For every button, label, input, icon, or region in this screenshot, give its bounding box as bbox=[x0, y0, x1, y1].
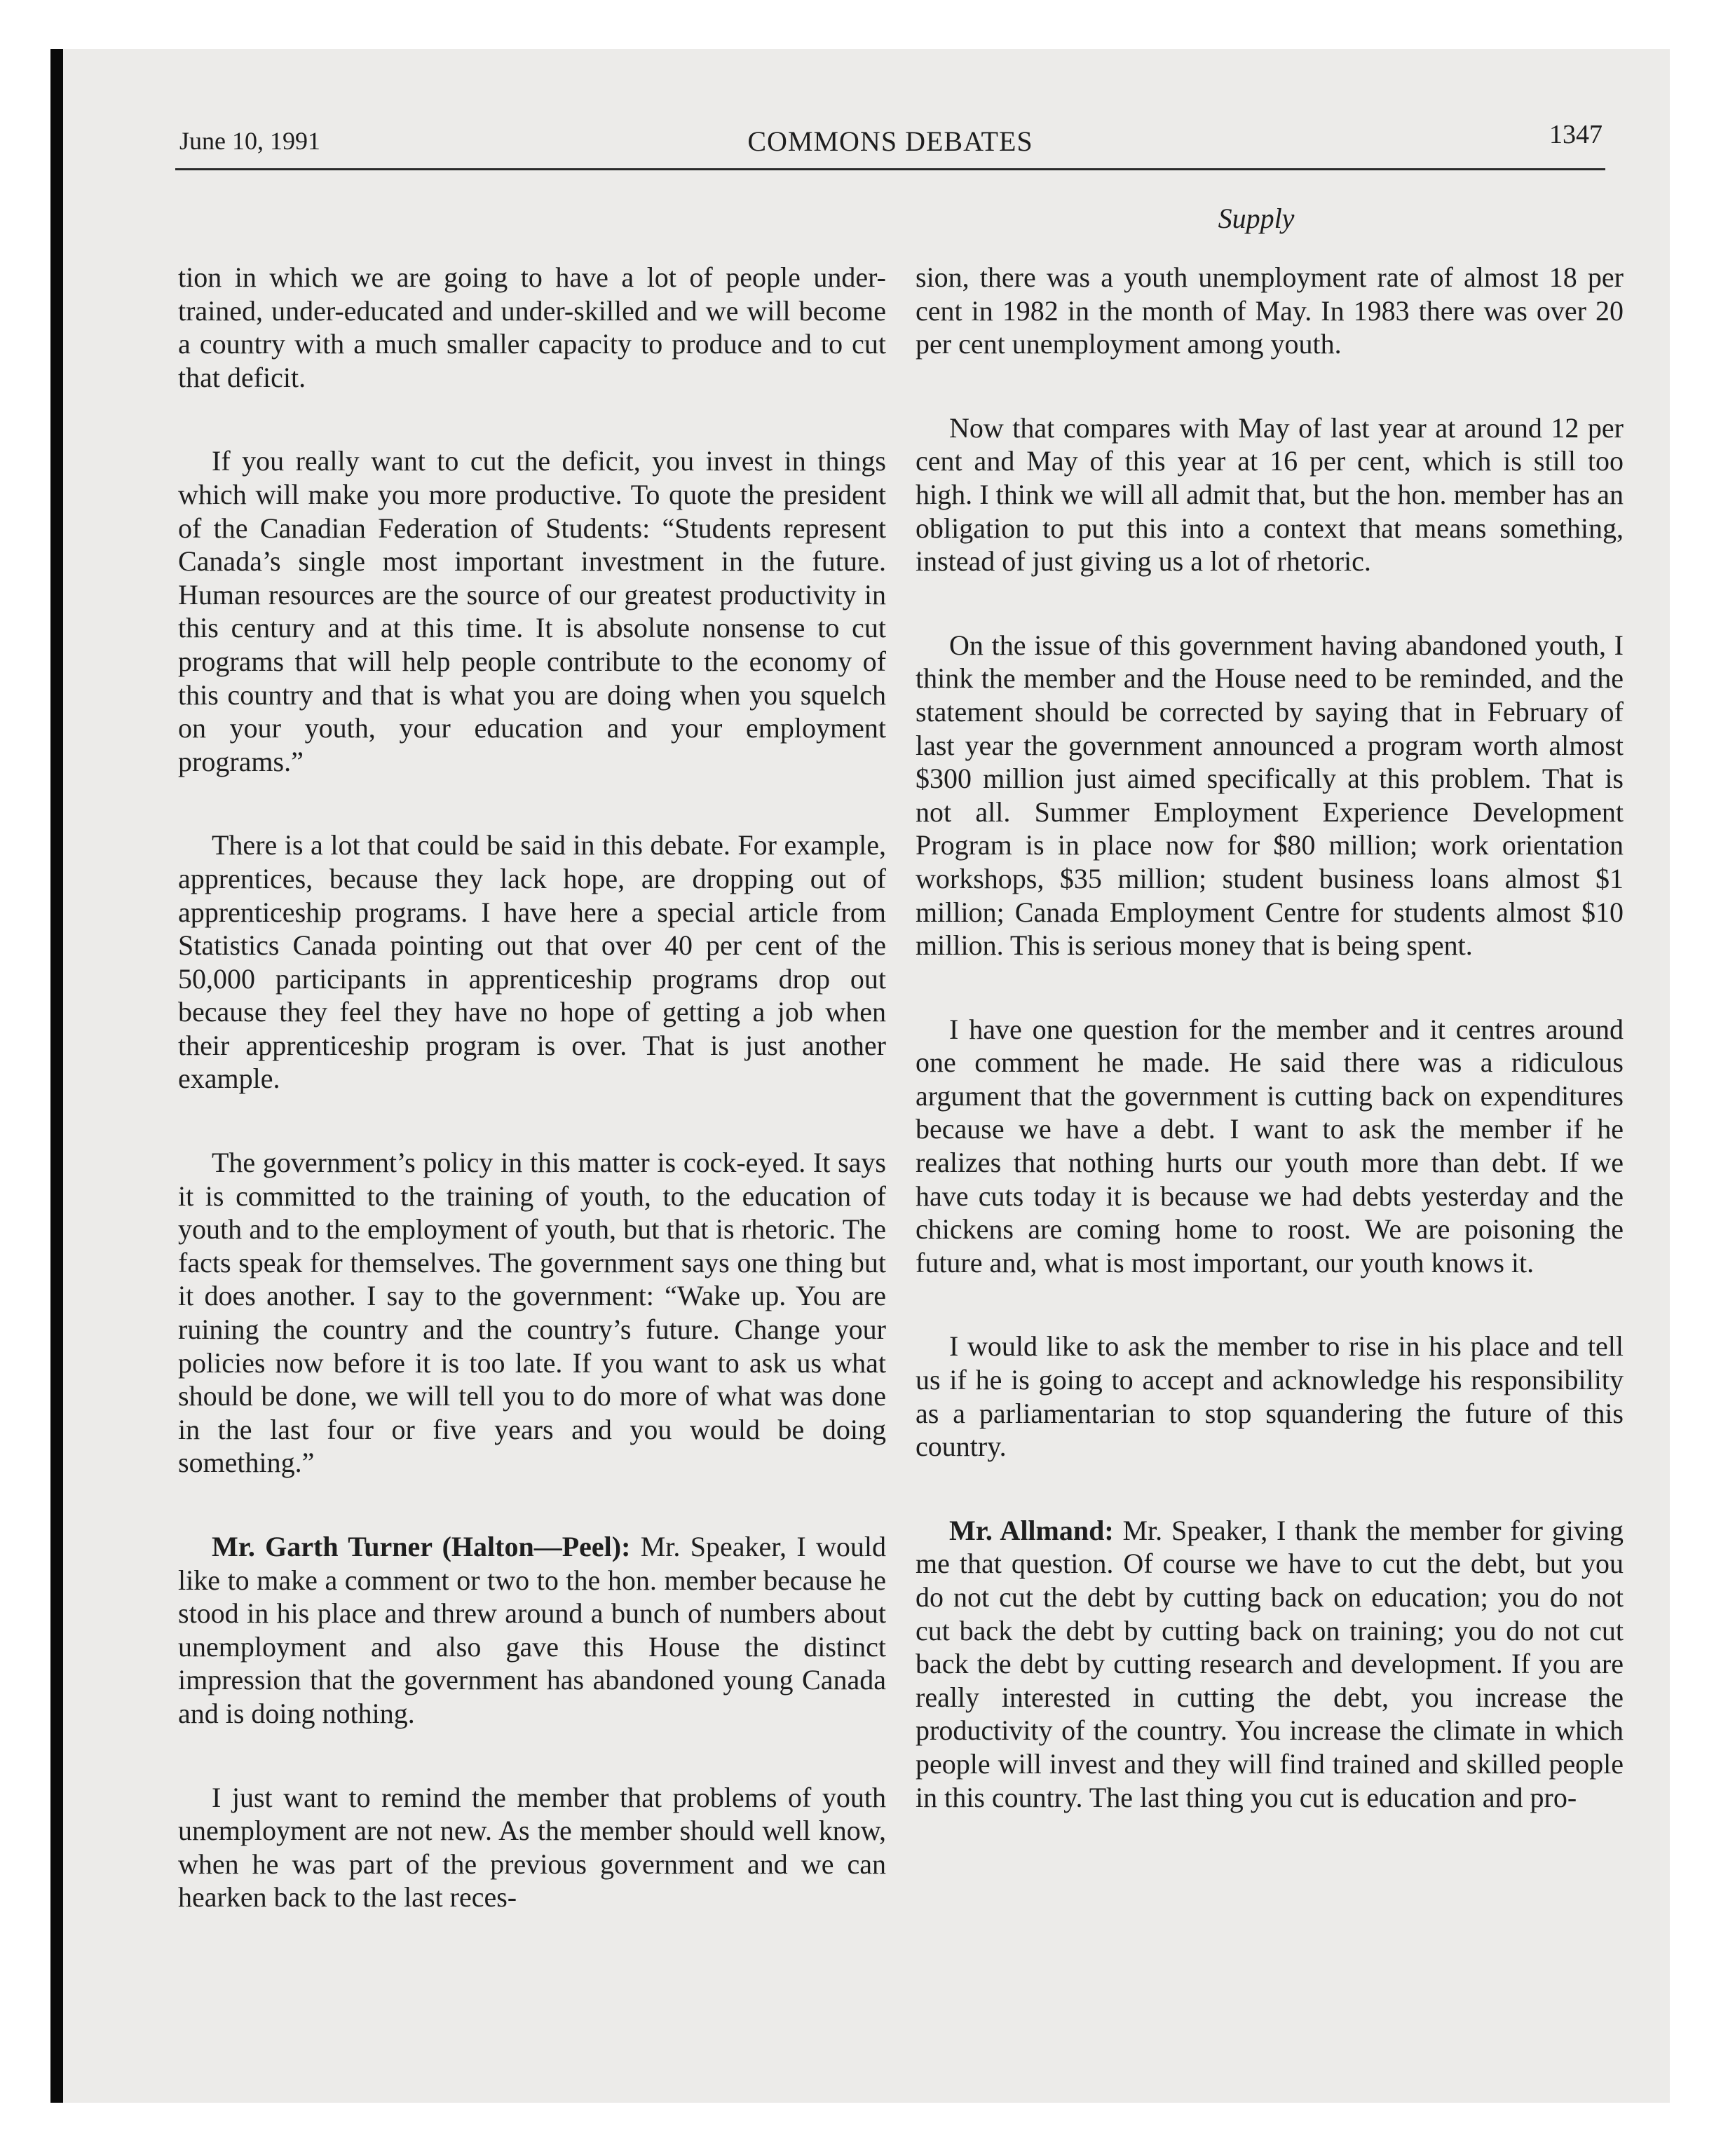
section-title: Supply bbox=[1218, 203, 1295, 234]
left-column bbox=[178, 261, 886, 1965]
paragraph: I would like to ask the member to rise in his place and tell us if he is going to accept and acknowledge his responsibility as a parliamentarian to stop squandering the future of this country. bbox=[916, 1330, 1624, 1463]
header-title: COMMONS DEBATES bbox=[747, 125, 1033, 157]
page-number: 1347 bbox=[1549, 120, 1603, 149]
speaker-name: Mr. Allmand: bbox=[949, 1514, 1114, 1546]
speech-paragraph bbox=[178, 1530, 886, 1731]
speaker-name: Mr. Garth Turner (Halton—Peel): bbox=[212, 1531, 631, 1562]
speech-paragraph bbox=[916, 1514, 1624, 1814]
binding-edge bbox=[50, 49, 63, 2103]
right-column bbox=[916, 261, 1624, 1864]
paragraph: On the issue of this government having abandoned youth, I think the member and the House need to be reminded, and the statement should be corrected by saying that in February of last year the government announced a program worth almost $300 million just aimed specifically at this problem. That is not all. Summer Employment Experience Development Program is in place now for $80 million; work orientation workshops, $35 million; student business loans almost $1 million; Canada Employment Centre for students almost $10 million. This is serious money that is being spent. bbox=[916, 629, 1624, 962]
paragraph: tion in which we are going to have a lot of people under-trained, under-educated and under-skilled and we will become a country with a much smaller capacity to produce and to cut that deficit. bbox=[178, 261, 886, 393]
paragraph: The government’s policy in this matter is cock-eyed. It says it is committed to the training of youth, to the education of youth and to the employment of youth, but that is rhetoric. The facts speak for themselves. The government says one thing but it does another. I say to the government: “Wake up. You are ruining the country and the country’s future. Change your policies now before it is too late. If you want to ask us what should be done, we will tell you to do more of what was done in the last four or five years and you would be doing something.” bbox=[178, 1147, 886, 1479]
paragraph: I just want to remind the member that problems of youth unemployment are not new. As the member should well know, when he was part of the previous government and we can hearken back to the last reces- bbox=[178, 1781, 886, 1913]
paragraph: I have one question for the member and it centres around one comment he made. He said there was a ridiculous argument that the government is cutting back on expenditures because we have a debt. I want to ask the member if he realizes that nothing hurts our youth more than debt. If we have cuts today it is because we had debts yesterday and the chickens are coming home to roost. We are poisoning the future and, what is most important, our youth knows it. bbox=[916, 1013, 1624, 1278]
paragraph: If you really want to cut the deficit, you invest in things which will make you more productive. To quote the president of the Canadian Federation of Students: “Students represent Canada’s single most important investment in the future. Human resources are the source of our greatest productivity in this century and at this time. It is absolute nonsense to cut programs that will help people contribute to the economy of this country and that is what you are doing when you squelch on your youth, your education and your employment programs.” bbox=[178, 445, 886, 777]
paragraph: There is a lot that could be said in this debate. For example, apprentices, because they lack hope, are dropping out of apprenticeship programs. I have here a special article from Statistics Canada pointing out that over 40 per cent of the 50,000 participants in apprenticeship programs drop out because they feel they have no hope of getting a job when their apprenticeship program is over. That is just another example. bbox=[178, 829, 886, 1095]
paragraph: Now that compares with May of last year at around 12 per cent and May of this year at 16 per cent, which is still too high. I think we will all admit that, but the hon. member has an obligation to put this into a context that means something, instead of just giving us a lot of rhetoric. bbox=[916, 411, 1624, 578]
paragraph: sion, there was a youth unemployment rate of almost 18 per cent in 1982 in the month of May. In 1983 there was over 20 per cent unemployment among youth. bbox=[916, 261, 1624, 360]
speech-text: Mr. Speaker, I would like to make a comment or two to the hon. member because he stood in his place and threw around a bunch of numbers about unemployment and also gave this House the distinct impression that the government has abandoned young Canada and is doing nothing. bbox=[178, 1531, 886, 1729]
header-date: June 10, 1991 bbox=[179, 127, 320, 155]
speech-text: Mr. Speaker, I thank the member for giving me that question. Of course we have to cut the debt, but you do not cut the debt by cutting back on education; you do not cut back the debt by cutting back on training; you do not cut back the debt by cutting research and development. If you are really interested in cutting the debt, you increase the productivity of the country. You increase the climate in which people will invest and they will find trained and skilled people in this country. The last thing you cut is education and pro- bbox=[916, 1514, 1624, 1813]
running-head bbox=[175, 119, 1605, 170]
